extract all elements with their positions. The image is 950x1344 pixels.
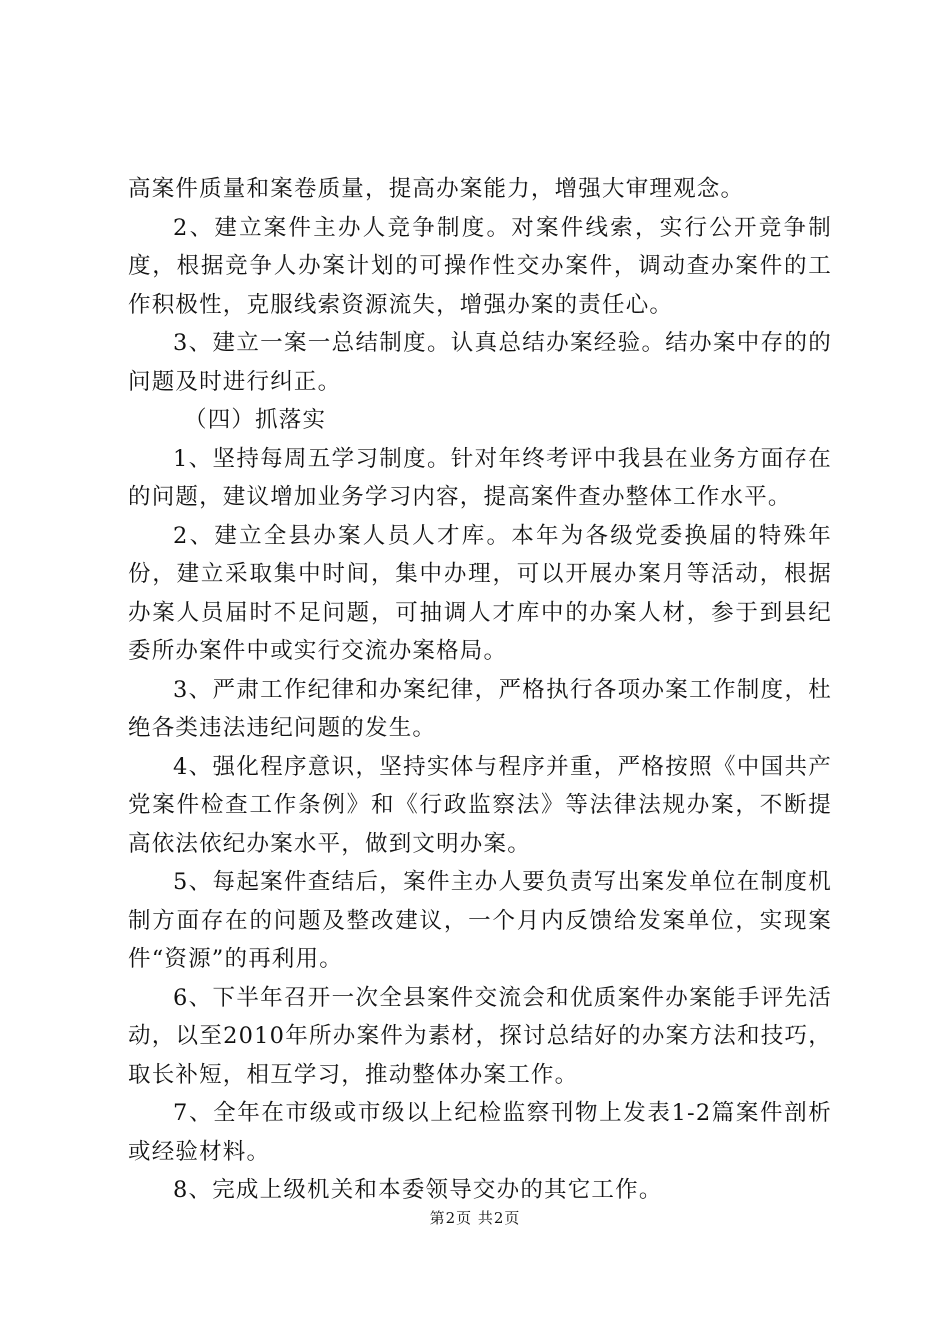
page-footer: 第2页 共2页 <box>429 1209 521 1227</box>
paragraph-continuation: 高案件质量和案卷质量，提高办案能力，增强大审理观念。 <box>128 176 745 202</box>
section-heading-implementation: （四）抓落实 <box>184 407 327 433</box>
paragraph-item-2-competition: 2、建立案件主办人竞争制度。对案件线索，实行公开竞争制度，根据竞争人办案计划的可操作性交办案件，调动查办案件的工作积极性，克服线索资源流失，增强办案的责任心。 <box>128 214 832 318</box>
paragraph-item-4-procedure: 4、强化程序意识，坚持实体与程序并重，严格按照《中国共产党案件检查工作条例》和《行政监察法》等法律法规办案，不断提高依法依纪办案水平，做到文明办案。 <box>128 753 832 857</box>
paragraph-item-3-discipline: 3、严肃工作纪律和办案纪律，严格执行各项办案工作制度，杜绝各类违法违纪问题的发生。 <box>128 676 832 741</box>
paragraph-item-6-exchange: 6、下半年召开一次全县案件交流会和优质案件办案能手评先活动，以至2010年所办案件为素材，探讨总结好的办案方法和技巧，取长补短，相互学习，推动整体办案工作。 <box>128 984 832 1088</box>
paragraph-item-5-feedback: 5、每起案件查结后，案件主办人要负责写出案发单位在制度机制方面存在的问题及整改建议，一个月内反馈给发案单位，实现案件“资源”的再利用。 <box>128 869 832 972</box>
paragraph-item-2-talent-pool: 2、建立全县办案人员人才库。本年为各级党委换届的特殊年份，建立采取集中时间，集中办理，可以开展办案月等活动，根据办案人员届时不足问题，可抽调人才库中的办案人材，参于到县纪委所办案件中或实行交流办案格局。 <box>128 522 832 664</box>
paragraph-item-1-study: 1、坚持每周五学习制度。针对年终考评中我县在业务方面存在的问题，建议增加业务学习内容，提高案件查办整体工作水平。 <box>128 445 832 510</box>
paragraph-item-7-publication: 7、全年在市级或市级以上纪检监察刊物上发表1-2篇案件剖析或经验材料。 <box>128 1100 832 1165</box>
paragraph-item-8-other-work: 8、完成上级机关和本委领导交办的其它工作。 <box>173 1177 663 1203</box>
document-body <box>128 170 832 1210</box>
paragraph-item-3-summary: 3、建立一案一总结制度。认真总结办案经验。结办案中存的的问题及时进行纠正。 <box>128 330 832 395</box>
